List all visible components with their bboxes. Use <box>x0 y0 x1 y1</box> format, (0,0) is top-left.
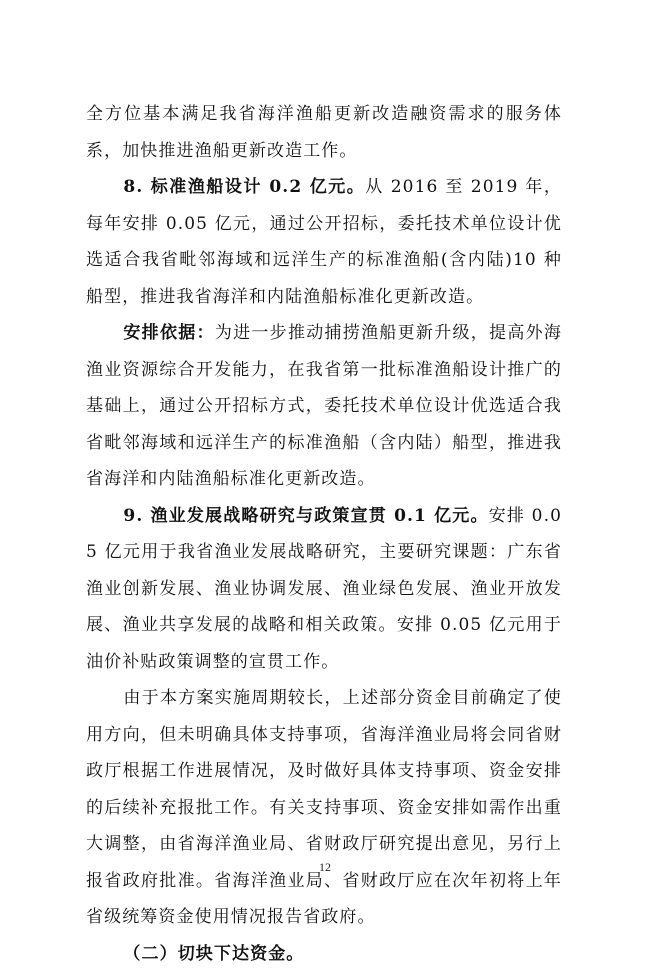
page-number: 12 <box>0 860 650 875</box>
item-body: 安排 0.05 亿元用于我省渔业发展战略研究，主要研究课题：广东省渔业创新发展、渔业协调发展、渔业绿色发展、渔业开放发展、渔业共享发展的战略和相关政策。安排 0.05 亿元用于油价补贴政策调整的宣贯工作。 <box>86 506 562 672</box>
paragraph-text: 由于本方案实施周期较长，上述部分资金目前确定了使用方向，但未明确具体支持事项，省海洋渔业局将会同省财政厅根据工作进展情况，及时做好具体支持事项、资金安排的后续补充报批工作。有关支持事项、资金安排如需作出重大调整，由省海洋渔业局、省财政厅研究提出意见，另行上报省政府批准。省海洋渔业局、省财政厅应在次年初将上年省级统筹资金使用情况报告省政府。 <box>86 688 562 927</box>
paragraph-item-9 <box>86 498 562 681</box>
paragraph-basis <box>86 315 562 498</box>
basis-heading: 安排依据： <box>123 323 214 343</box>
document-body <box>86 96 562 972</box>
item-heading: 8. 标准渔船设计 0.2 亿元。 <box>123 177 365 197</box>
paragraph-text: 全方位基本满足我省海洋渔船更新改造融资需求的服务体系，加快推进渔船更新改造工作。 <box>86 104 562 161</box>
paragraph-plain <box>86 680 562 936</box>
basis-body: 为进一步推动捕捞渔船更新升级，提高外海渔业资源综合开发能力，在我省第一批标准渔船设计推广的基础上，通过公开招标方式，委托技术单位设计优选适合我省毗邻海域和远洋生产的标准渔船（含内陆）船型，推进我省海洋和内陆渔船标准化更新改造。 <box>86 323 562 489</box>
section-heading-text: （二）切块下达资金。 <box>123 944 304 964</box>
item-body: 从 2016 至 2019 年，每年安排 0.05 亿元，通过公开招标，委托技术单位设计优选适合我省毗邻海域和远洋生产的标准渔船(含内陆)10 种船型，推进我省海洋和内陆渔船标准化更新改造。 <box>86 177 562 307</box>
section-heading <box>86 936 562 972</box>
paragraph-continuation <box>86 96 562 169</box>
paragraph-item-8 <box>86 169 562 315</box>
item-heading: 9. 渔业发展战略研究与政策宣贯 0.1 亿元。 <box>123 506 488 526</box>
